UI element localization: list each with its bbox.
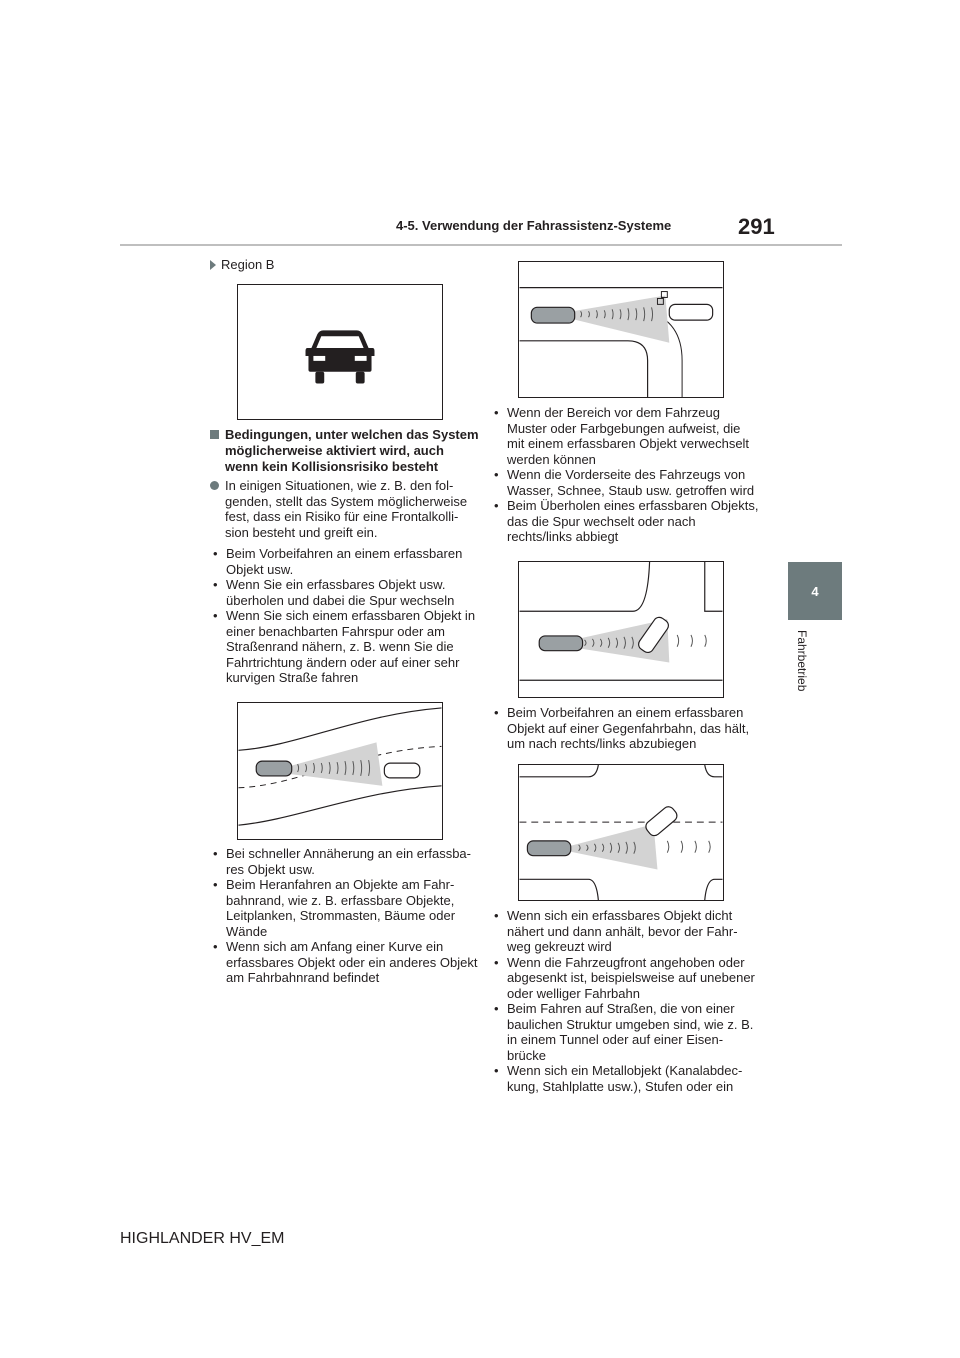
list-item: • Wenn Sie ein erfassbares Objekt usw. überholen und dabei die Spur wechseln — [210, 577, 476, 608]
header-divider — [120, 244, 842, 246]
front-car-icon — [238, 285, 442, 419]
figure-car-icon — [237, 284, 443, 420]
footer-model-code: HIGHLANDER HV_EM — [120, 1230, 285, 1247]
region-label-text: Region B — [221, 257, 275, 272]
intro-text: In einigen Situationen, wie z. B. den fol-genden, stellt das System möglicherweise fest, dass ein Risiko für eine Frontalkolli-sion besteht und greift ein. — [225, 478, 468, 540]
list-item: • Wenn sich ein erfassbares Objekt dicht nähert und dann anhält, bevor der Fahr-weg gekreuzt wird — [491, 908, 759, 955]
chapter-tab[interactable] — [788, 562, 842, 620]
triangle-bullet-icon — [210, 260, 216, 270]
figure-curved-road — [237, 702, 443, 840]
section-title: 4-5. Verwendung der Fahrassistenz-Systeme — [396, 218, 672, 233]
intro-paragraph — [210, 478, 472, 540]
chapter-label-text: Fahrbetrieb — [795, 630, 809, 692]
square-bullet-icon — [210, 430, 219, 439]
list-item: • Beim Überholen eines erfassbaren Objekts, das die Spur wechselt oder nach rechts/links abbiegt — [491, 498, 759, 545]
list-item: • Beim Fahren auf Straßen, die von einer baulichen Struktur umgeben sind, wie z. B. in einem Tunnel oder auf einer Eisen-brücke — [491, 1001, 759, 1063]
list-item: • Wenn die Vorderseite des Fahrzeugs von Wasser, Schnee, Staub usw. getroffen wird — [491, 467, 759, 498]
page-number: 291 — [738, 214, 775, 239]
chapter-label — [795, 630, 811, 710]
list-item: • Beim Heranfahren an Objekte am Fahr-bahnrand, wie z. B. erfassbare Objekte, Leitplanken, Strommasten, Bäume oder Wände — [210, 877, 478, 939]
list-item: • Wenn sich ein Metallobjekt (Kanalabdec-kung, Stahlplatte usw.), Stufen oder ein — [491, 1063, 759, 1094]
list-item: • Beim Vorbeifahren an einem erfassbaren Objekt auf einer Gegenfahrbahn, das hält, um nach rechts/links abzubiegen — [491, 705, 759, 752]
list-item: • Wenn die Fahrzeugfront angehoben oder abgesenkt ist, beispielsweise auf unebener oder welliger Fahrbahn — [491, 955, 759, 1002]
figure-lane-change — [518, 561, 724, 698]
list-item: • Bei schneller Annäherung an ein erfassba-res Objekt usw. — [210, 846, 478, 877]
bullet-list-right-a — [491, 405, 759, 545]
chapter-number: 4 — [811, 583, 819, 599]
bullet-list-left-b — [210, 846, 478, 986]
region-label — [210, 257, 274, 272]
heading-text: Bedingungen, unter welchen das System möglicherweise aktiviert wird, auch wenn kein Kollisionsrisiko besteht — [225, 427, 479, 474]
list-item: • Wenn Sie sich einem erfassbaren Objekt in einer benachbarten Fahrspur oder am Straßenrand nähern, z. B. wenn Sie die Fahrtrichtung ändern oder auf einer sehr kurvigen Straße fahren — [210, 608, 476, 686]
figure-oncoming-turn — [518, 764, 724, 901]
list-item: • Wenn sich am Anfang einer Kurve ein erfassbares Objekt oder ein anderes Objekt am Fahrbahnrand befindet — [210, 939, 478, 986]
section-heading — [210, 427, 480, 475]
bullet-list-left-a — [210, 546, 476, 686]
list-item: • Wenn der Bereich vor dem Fahrzeug Muster oder Farbgebungen aufweist, die mit einem erfassbaren Objekt verwechselt werden können — [491, 405, 759, 467]
bullet-list-right-c — [491, 908, 759, 1094]
list-item: • Beim Vorbeifahren an einem erfassbaren Objekt usw. — [210, 546, 476, 577]
figure-intersection-turn — [518, 261, 724, 398]
circle-bullet-icon — [210, 481, 219, 490]
bullet-list-right-b — [491, 705, 759, 752]
